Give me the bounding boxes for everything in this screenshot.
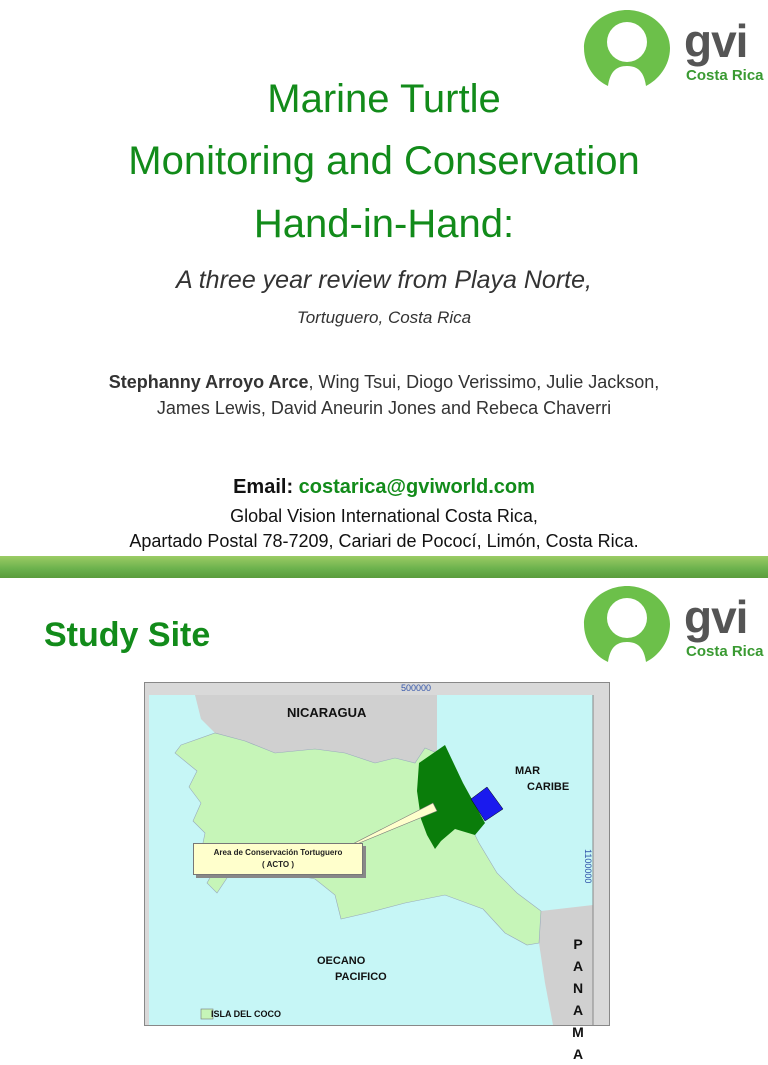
authors-line-1 xyxy=(0,372,768,393)
subtitle: A three year review from Playa Norte, xyxy=(176,266,592,294)
title-line-2: Monitoring and Conservation xyxy=(128,139,640,183)
panama-letter: A xyxy=(572,958,584,974)
org-name: Global Vision International Costa Rica, xyxy=(230,506,538,526)
label-panama xyxy=(571,933,585,1065)
costa-rica-map xyxy=(144,682,610,1062)
panama-letter: N xyxy=(572,980,584,996)
label-pacifico: PACIFICO xyxy=(335,971,387,983)
location: Tortuguero, Costa Rica xyxy=(296,308,472,327)
logo-region: Costa Rica xyxy=(686,67,764,84)
email-label: Email: xyxy=(233,476,294,498)
acto-callout xyxy=(193,843,363,875)
logo-brand: gvi xyxy=(684,15,748,67)
label-caribe: CARIBE xyxy=(527,781,570,793)
label-nicaragua: NICARAGUA xyxy=(287,705,367,720)
slide-title: Study Site xyxy=(44,616,211,654)
authors-line-2: James Lewis, David Aneurin Jones and Rebeca Chaverri xyxy=(156,398,612,418)
panama-letter: A xyxy=(572,1046,584,1062)
panama-letter: A xyxy=(572,1002,584,1018)
gvi-ring-icon xyxy=(584,584,674,664)
lead-author: Stephanny Arroyo Arce xyxy=(108,372,309,392)
title-line-3: Hand-in-Hand: xyxy=(253,202,515,246)
label-isla-del-coco: ISLA DEL COCO xyxy=(211,1009,282,1019)
email-address[interactable]: costarica@gviworld.com xyxy=(298,476,535,498)
co-authors: , Wing Tsui, Diogo Verissimo, Julie Jackson, xyxy=(308,372,660,392)
callout-line-1: Area de Conservación Tortuguero xyxy=(213,848,343,857)
panama-letter: P xyxy=(573,936,583,952)
title-line-1: Marine Turtle xyxy=(267,77,501,121)
slide-divider xyxy=(0,556,768,578)
callout-line-2: ( ACTO ) xyxy=(262,860,294,869)
email-line xyxy=(0,476,768,499)
logo-region: Costa Rica xyxy=(686,643,764,660)
coord-top: 500000 xyxy=(401,683,432,693)
coord-right: 1100000 xyxy=(583,849,593,884)
study-site-slide xyxy=(0,578,768,1062)
panama-letter: M xyxy=(572,1024,584,1040)
label-mar: MAR xyxy=(515,765,541,777)
gvi-logo xyxy=(584,584,764,664)
label-oceano: OECANO xyxy=(317,955,366,967)
logo-brand: gvi xyxy=(684,591,748,643)
org-address: Apartado Postal 78-7209, Cariari de Pococí, Limón, Costa Rica. xyxy=(129,531,639,551)
